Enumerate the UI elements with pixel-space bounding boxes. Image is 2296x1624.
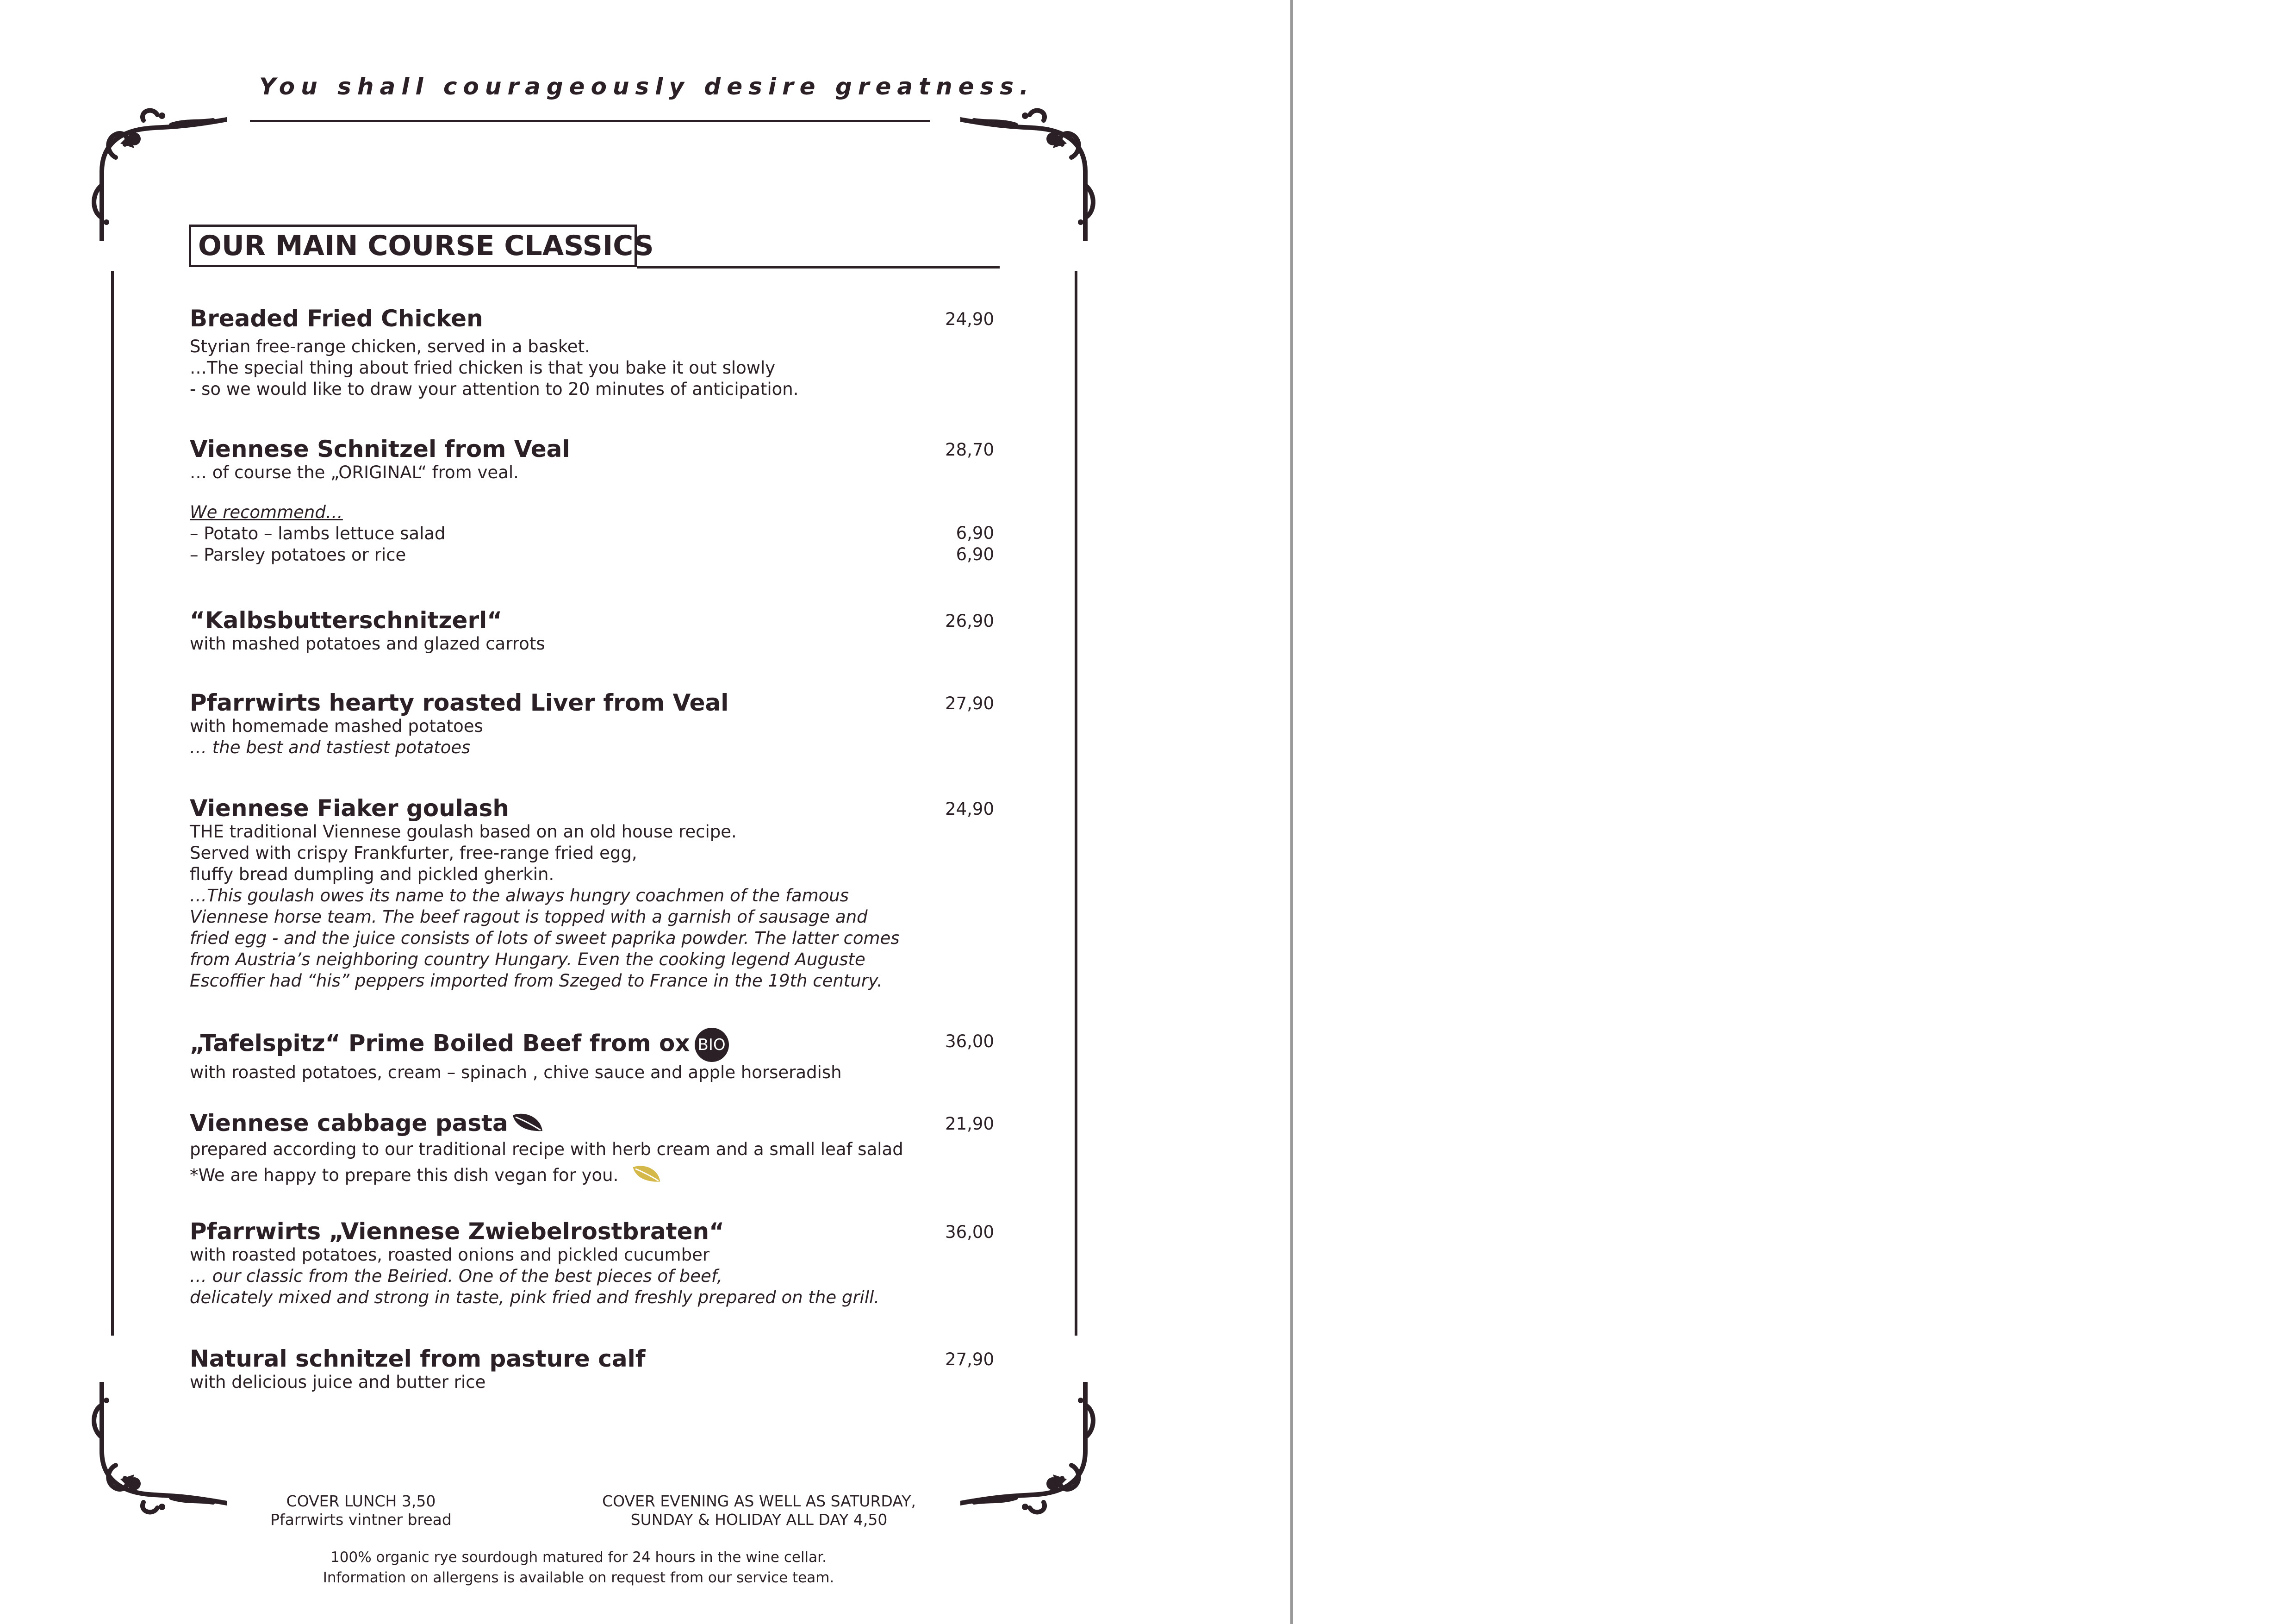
dish-description: Served with crispy Frankfurter, free-range fried egg, [190,843,637,863]
allergen-note: Information on allergens is available on request from our service team. [323,1569,834,1586]
menu-item [190,306,1000,400]
menu-item [190,607,1000,655]
section-rule [637,266,1000,269]
cover-lunch-detail: Pfarrwirts vintner bread [270,1511,452,1529]
dish-description: … of course the „ORIGINAL“ from veal. [190,462,519,482]
dish-name: Natural schnitzel from pasture calf [190,1345,646,1372]
dish-description: with delicious juice and butter rice [190,1372,486,1392]
dish-note: … our classic from the Beiried. One of the best pieces of beef, [190,1266,722,1286]
cover-lunch [231,1492,491,1529]
menu-item [190,795,1000,992]
dish-name: Pfarrwirts „Viennese Zwiebelrostbraten“ [190,1218,725,1245]
dish-name: Breaded Fried Chicken [190,305,483,332]
menu-item [190,1110,1000,1189]
dish-description: - so we would like to draw your attention to 20 minutes of anticipation. [190,379,799,399]
scroll-ornament-icon [960,1382,1099,1521]
cover-lunch-price: COVER LUNCH 3,50 [286,1492,436,1510]
dish-price: 21,90 [945,1114,994,1134]
side-dish-price: 6,90 [956,544,994,564]
side-dish-label: – Parsley potatoes or rice [190,545,406,565]
dish-note: Viennese horse team. The beef ragout is topped with a garnish of sausage and [190,907,868,927]
menu-item [190,690,1000,758]
side-dish-label: – Potato – lambs lettuce salad [190,524,446,543]
dish-name-row [190,1110,1000,1139]
section-title: OUR MAIN COURSE CLASSICS [198,230,654,262]
dish-note: …This goulash owes its name to the always hungry coachmen of the famous [190,886,849,906]
dish-price: 27,90 [945,693,994,713]
dish-description: THE traditional Viennese goulash based on an old house recipe. [190,822,737,842]
vegetarian-leaf-icon [511,1111,544,1139]
frame-line-left [111,271,114,1336]
side-dish-price: 6,90 [956,523,994,543]
vegan-note-row [190,1163,1000,1189]
footnotes [259,1547,898,1588]
dish-price: 36,00 [945,1222,994,1242]
dish-name: Viennese Fiaker goulash [190,795,509,822]
menu-item [190,1346,1000,1393]
page-divider [1290,0,1293,1624]
dish-price: 24,90 [945,799,994,819]
dish-description: *We are happy to prepare this dish vegan for you. [190,1165,619,1185]
dish-price: 24,90 [945,309,994,329]
recommend-label: We recommend… [190,502,343,522]
ornament-corner-bottom-left [88,1382,227,1521]
dish-name: Viennese Schnitzel from Veal [190,436,570,462]
dish-price: 27,90 [945,1349,994,1369]
motto-rule [250,120,930,122]
dish-note: delicately mixed and strong in taste, pink fried and freshly prepared on the grill. [190,1287,880,1307]
menu-item [190,436,1000,566]
dish-description: with homemade mashed potatoes [190,716,483,736]
dish-note: … the best and tastiest potatoes [190,737,471,757]
dish-price: 26,90 [945,611,994,631]
dish-name-row [190,1028,1000,1062]
bread-note: 100% organic rye sourdough matured for 24 hours in the wine cellar. [330,1549,827,1566]
ornament-corner-bottom-right [960,1382,1099,1521]
ornament-corner-top-right [960,102,1099,241]
dish-name: Viennese cabbage pasta [190,1110,508,1137]
dish-price: 28,70 [945,440,994,460]
menu-item [190,1218,1000,1308]
cover-evening [574,1492,944,1529]
bio-badge: BIO [695,1028,729,1062]
frame-line-right [1075,271,1077,1336]
dish-description: Styrian free-range chicken, served in a basket. [190,337,590,356]
dish-name: „Tafelspitz“ Prime Boiled Beef from ox [190,1030,690,1057]
vegan-leaf-icon [631,1163,662,1189]
scroll-ornament-icon [88,102,227,241]
dish-note: fried egg - and the juice consists of lots of sweet paprika powder. The latter comes [190,928,900,948]
cover-evening-line: COVER EVENING AS WELL AS SATURDAY, [602,1492,916,1510]
dish-description: prepared according to our traditional recipe with herb cream and a small leaf salad [190,1139,903,1159]
scroll-ornament-icon [88,1382,227,1521]
menu-item [190,1028,1000,1083]
dish-description: with mashed potatoes and glazed carrots [190,634,545,654]
dish-description: with roasted potatoes, roasted onions and pickled cucumber [190,1245,710,1265]
motto: You shall courageously desire greatness. [259,73,1035,100]
scroll-ornament-icon [960,102,1099,241]
dish-description: …The special thing about fried chicken is that you bake it out slowly [190,358,776,378]
dish-note: Escoffier had “his” peppers imported from Szeged to France in the 19th century. [190,971,883,991]
dish-name: Pfarrwirts hearty roasted Liver from Veal [190,689,729,716]
cover-evening-price: SUNDAY & HOLIDAY ALL DAY 4,50 [630,1511,888,1529]
dish-name: “Kalbsbutterschnitzerl“ [190,607,503,634]
dish-price: 36,00 [945,1031,994,1051]
dish-description: fluffy bread dumpling and pickled gherkin. [190,864,554,884]
ornament-corner-top-left [88,102,227,241]
dish-description: with roasted potatoes, cream – spinach , chive sauce and apple horseradish [190,1062,842,1082]
dish-note: from Austria’s neighboring country Hungary. Even the cooking legend Auguste [190,949,865,969]
